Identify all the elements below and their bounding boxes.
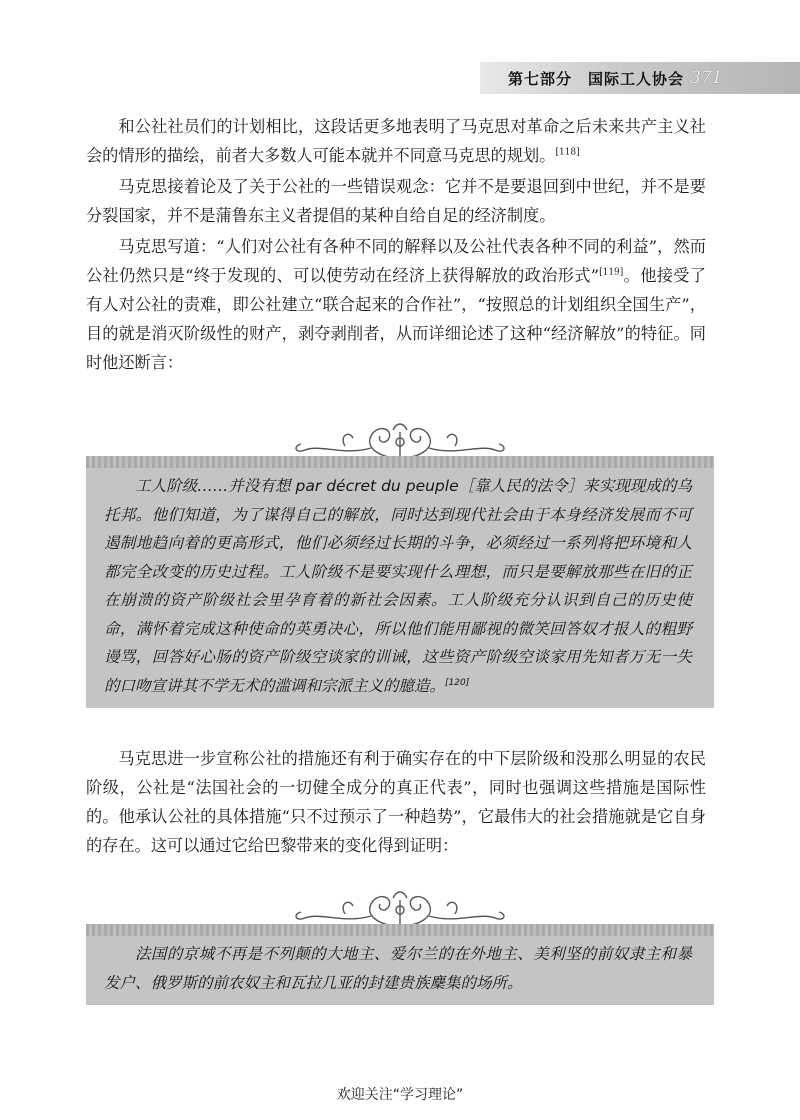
paragraph-1-text: 和公社社员们的计划相比，这段话更多地表明了马克思对革命之后未来共产主义社会的情形的描绘，前者大多数人可能本就并不同意马克思的规划。 [86,117,706,165]
quote-2-paragraph: 法国的京城不再是不列颠的大地主、爱尔兰的在外地主、美利坚的前奴隶主和暴发户、俄罗斯的前农奴主和瓦拉几亚的封建贵族麇集的场所。 [104,945,692,992]
block-quote-2 [86,924,714,1005]
block-quote-1 [86,456,714,708]
footnote-ref-120: [120] [445,677,470,688]
body-paragraphs-top [86,112,706,377]
quote-1-text: 工人阶级……并没有想 par décret du peuple［靠人民的法令］来实现现成的乌托邦。他们知道，为了谋得自己的解放，同时达到现代社会由于本身经济发展而不可遏制地趋向着的更高形式，他们必须经过长期的斗争，必须经过一系列将把环境和人都完全改变的历史过程。工人阶级不是要实现什么理想，而只是要解放那些在旧的正在崩溃的资产阶级社会里孕育着的新社会因素。工人阶级充分认识到自己的历史使命，满怀着完成这种使命的英勇决心，所以他们能用鄙视的微笑回答奴才报人的粗野谩骂，回答好心肠的资产阶级空谈家的训诫，这些资产阶级空谈家用先知者万无一失的口吻宣讲其不学无术的滥调和宗派主义的臆造。 [104,477,692,695]
page-footer: 欢迎关注“学习理论” [336,1087,464,1103]
paragraph-3 [86,232,706,377]
quote-1-paragraph [104,472,692,700]
body-paragraphs-bottom [86,744,706,860]
paragraph-2: 马克思接着论及了关于公社的一些错误观念：它并不是要退回到中世纪，并不是要分裂国家，并不是蒲鲁东主义者提倡的某种自给自足的经济制度。 [86,177,706,225]
paragraph-1 [86,112,706,170]
running-header [480,62,800,94]
quote-1-body [86,468,714,708]
footnote-ref-118: [118] [555,147,580,158]
paragraph-3-part1: 马克思写道：“人们对公社有各种不同的解释以及公社代表各种不同的利益”，然而公社仍然只是“终于发现的、可以使劳动在经济上获得解放的政治形式” [86,237,706,285]
quote-2-body [86,936,714,1005]
paragraph-3-part2: 。他接受了有人对公社的责难，即公社建立“联合起来的合作社”，“按照总的计划组织全国生产”，目的就是消灭阶级性的财产，剥夺剥削者，从而详细论述了这种“经济解放”的特征。同时他还断言： [86,266,706,372]
section-title: 第七部分 国际工人协会 [508,69,685,88]
quote-band-decoration [86,924,714,936]
quote-band-decoration [86,456,714,468]
paragraph-4: 马克思进一步宣称公社的措施还有利于确实存在的中下层阶级和没那么明显的农民阶级，公社是“法国社会的一切健全成分的真正代表”，同时也强调这些措施是国际性的。他承认公社的具体措施“只不过预示了一种趋势”，它最伟大的社会措施就是它自身的存在。这可以通过它给巴黎带来的变化得到证明： [86,749,706,855]
page-number: 371 [690,68,723,88]
footnote-ref-119: [119] [599,267,624,278]
